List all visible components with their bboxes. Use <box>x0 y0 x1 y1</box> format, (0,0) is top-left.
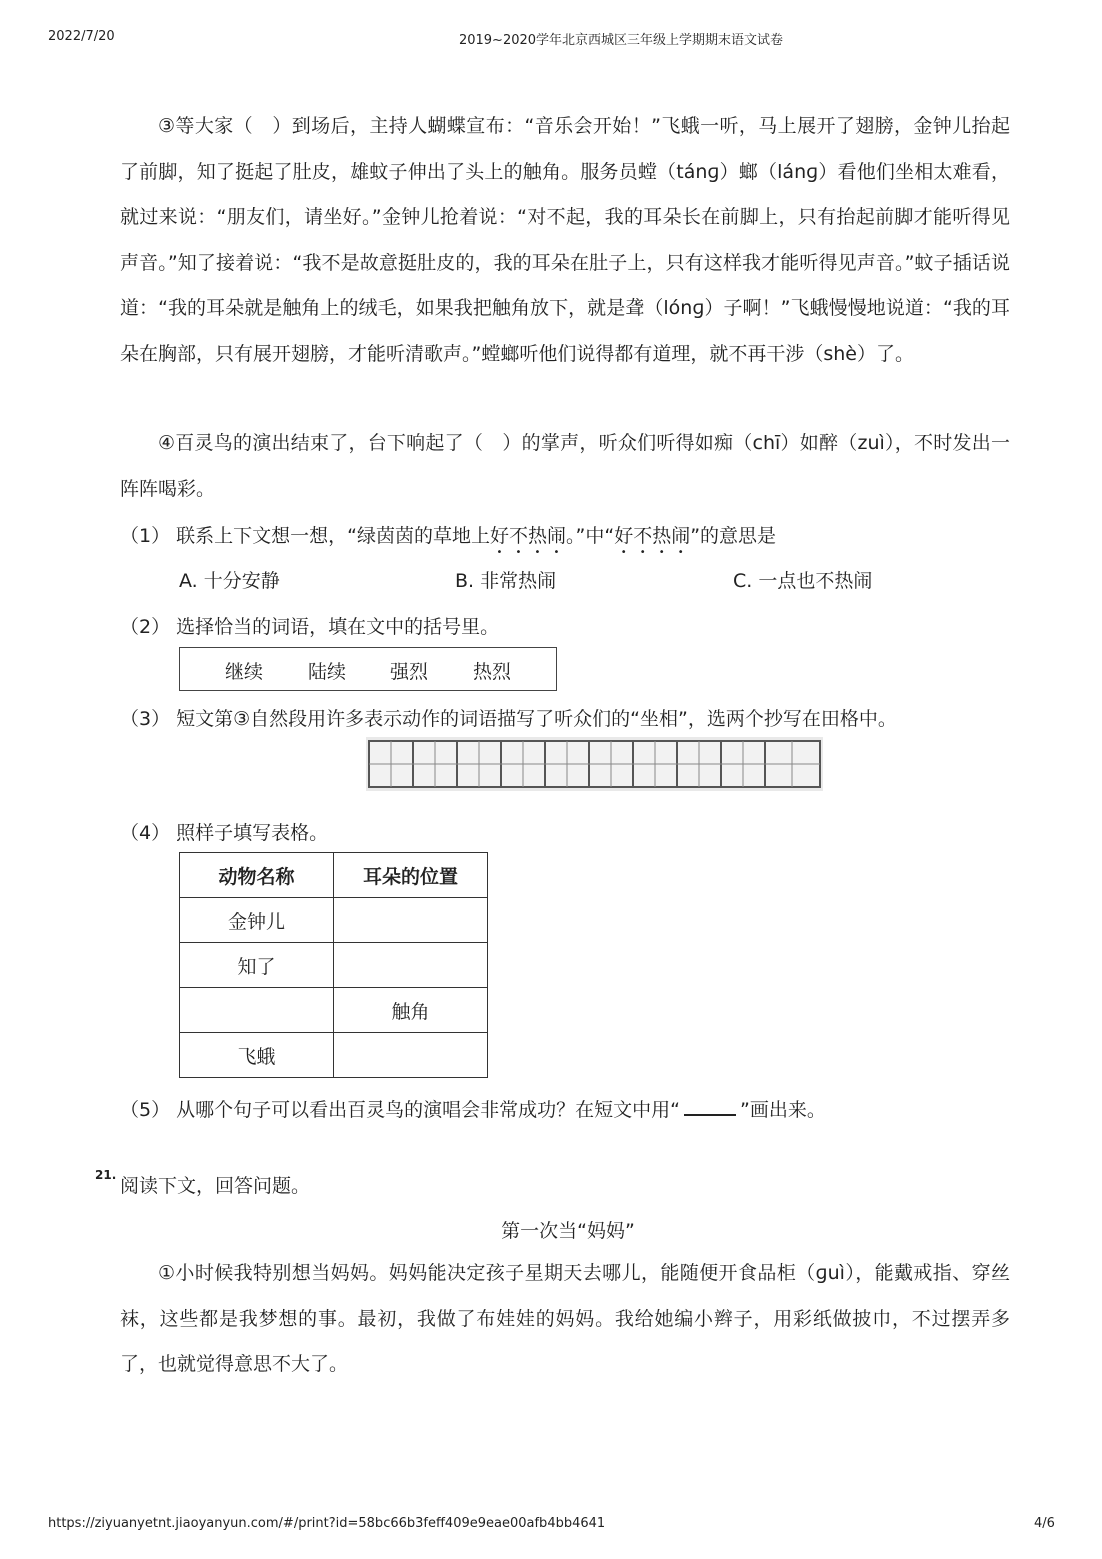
question-4: （4） 照样子填写表格。 <box>120 822 329 844</box>
emphasized-phrase: 好不热闹 <box>614 525 691 547</box>
question-number: （2） <box>120 616 171 638</box>
ear-position-table <box>179 852 488 1078</box>
page-url[interactable]: https://ziyuanyetnt.jiaoyanyun.com/#/print?id=58bc66b3feff409e9eae00afb4bb4641 <box>48 1516 606 1531</box>
tianzige-writing-grid[interactable] <box>366 737 823 791</box>
answer-cell[interactable] <box>334 898 488 943</box>
print-date: 2022/7/20 <box>48 29 115 44</box>
word-choice: 热烈 <box>473 661 512 683</box>
word-choice: 陆续 <box>308 661 347 683</box>
question-number: （3） <box>120 708 171 730</box>
paragraph-3: ③等大家（ ）到场后，主持人蝴蝶宣布：“音乐会开始！”飞蛾一听，马上展开了翅膀，金钟儿抬起了前脚，知了挺起了肚皮，雄蚊子伸出了头上的触角。服务员螳（tánɡ）螂（lánɡ）看他们坐相太难看，就过来说：“朋友们，请坐好。”金钟儿抢着说：“对不起，我的耳朵长在前脚上，只有抬起前脚才能听得见声音。”知了接着说：“我不是故意挺肚皮的，我的耳朵在肚子上，只有这样我才能听得见声音。”蚊子插话说道：“我的耳朵就是触角上的绒毛，如果我把触角放下，就是聋（lónɡ）子啊！”飞蛾慢慢地说道：“我的耳朵在胸部，只有展开翅膀，才能听清歌声。”螳螂听他们说得都有道理，就不再干涉（shè）了。 <box>120 115 1010 365</box>
answer-cell[interactable] <box>180 988 334 1033</box>
table-row <box>180 988 488 1033</box>
table-row <box>180 898 488 943</box>
page-number: 4/6 <box>1034 1516 1055 1531</box>
table-row <box>180 943 488 988</box>
question-number: （5） <box>120 1099 171 1121</box>
question-21-number: 21. <box>95 1168 117 1182</box>
question-1: （1） 联系上下文想一想，“绿茵茵的草地上好不热闹。”中“好不热闹”的意思是 <box>120 525 777 547</box>
table-row <box>180 1033 488 1078</box>
option-c[interactable]: C. 一点也不热闹 <box>733 570 873 592</box>
underline-mark <box>684 1098 736 1116</box>
question-number: （4） <box>120 822 171 844</box>
story-paragraph-1: ①小时候我特别想当妈妈。妈妈能决定孩子星期天去哪儿，能随便开食品柜（ɡuì），能戴戒指、穿丝袜，这些都是我梦想的事。最初，我做了布娃娃的妈妈。我给她编小辫子，用彩纸做披巾，不过摆弄多了，也就觉得意思不大了。 <box>120 1262 1010 1375</box>
table-header: 耳朵的位置 <box>334 853 488 898</box>
story-title: 第一次当“妈妈” <box>501 1220 635 1242</box>
table-cell: 金钟儿 <box>180 898 334 943</box>
table-header: 动物名称 <box>180 853 334 898</box>
document-title: 2019~2020学年北京西城区三年级上学期期末语文试卷 <box>458 33 784 48</box>
table-cell: 知了 <box>180 943 334 988</box>
option-a[interactable]: A. 十分安静 <box>179 570 280 592</box>
question-2: （2） 选择恰当的词语，填在文中的括号里。 <box>120 616 500 638</box>
question-3: （3） 短文第③自然段用许多表示动作的词语描写了听众们的“坐相”，选两个抄写在田格中。 <box>120 708 897 730</box>
question-5: （5） 从哪个句子可以看出百灵鸟的演唱会非常成功？在短文中用“ ”画出来。 <box>120 1099 826 1121</box>
word-choice: 继续 <box>225 661 264 683</box>
word-choice: 强烈 <box>390 661 429 683</box>
word-choice-box <box>179 647 557 691</box>
emphasized-phrase: 好不热闹 <box>490 525 567 547</box>
table-cell: 飞蛾 <box>180 1033 334 1078</box>
table-cell: 触角 <box>334 988 488 1033</box>
question-number: （1） <box>120 525 171 547</box>
answer-cell[interactable] <box>334 943 488 988</box>
question-21-instruction: 阅读下文，回答问题。 <box>120 1175 311 1197</box>
option-b[interactable]: B. 非常热闹 <box>455 570 557 592</box>
answer-cell[interactable] <box>334 1033 488 1078</box>
paragraph-4: ④百灵鸟的演出结束了，台下响起了（ ）的掌声，听众们听得如痴（chī）如醉（zuì），不时发出一阵阵喝彩。 <box>120 432 1010 500</box>
